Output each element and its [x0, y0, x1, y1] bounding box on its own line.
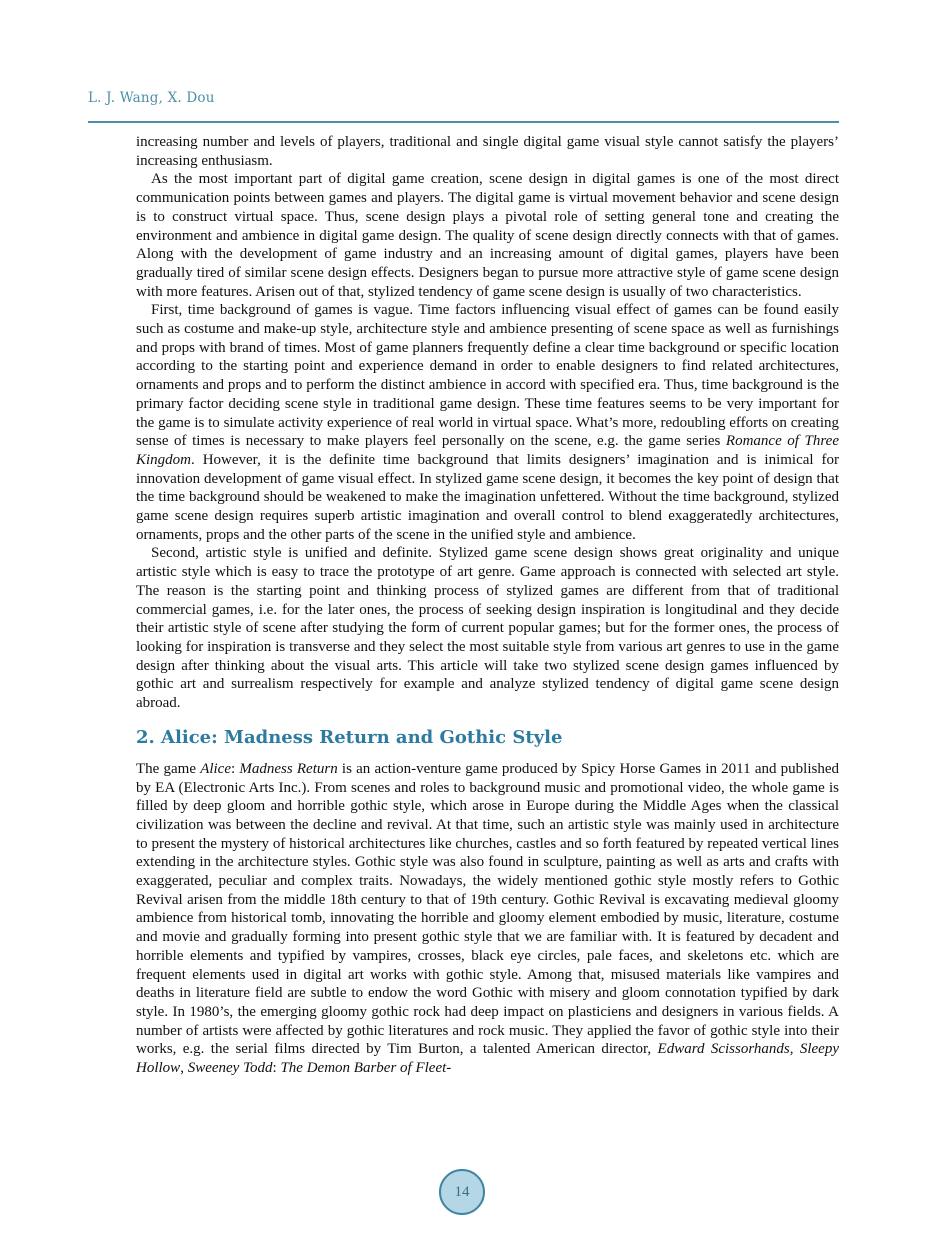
paragraph: Second, artistic style is unified and definite. Stylized game scene design shows great originality and unique artistic style which is easy to trace the prototype of art genre. Game approach is connected with selected art style. The reason is the starting point and thinking process of stylized games are different from that of traditional commercial games, i.e. for the later ones, the process of seeking design inspiration is longitudinal and they decide their artistic style of scene after studying the form of current popular games; but for the former ones, the process of looking for inspiration is transverse and they select the most suitable style from various art genres to use in the game design after thinking about the visual arts. This article will take two stylized scene design games influenced by gothic art and surrealism respectively for example and analyze stylized tendency of digital game scene design abroad. [136, 545, 839, 712]
paragraph: First, time background of games is vague. Time factors influencing visual effect of games can be found easily such as costume and make-up style, architecture style and ambience presenting of scene space as well as furnishings and props with brand of times. Most of game planners frequently define a clear time background or specific location according to the starting point and experience demand in order to enable designers to find related architectures, ornaments and props and to perform the distinct ambience in accord with specified era. Thus, time background is the primary factor deciding scene style in traditional game design. These time features seems to be very important for the game is to simulate activity experience of real world in virtual space. What’s more, redoubling efforts on creating sense of times is necessary to make players feel personally on the scene, e.g. the game series Romance of Three Kingdom. However, it is the definite time background that limits designers’ imagination and is inimical for innovation development of game visual effect. In stylized game scene design, it becomes the key point of design that the time background should be weakened to make the imagination unfettered. Without the time background, stylized game scene design requires superb artistic imagination and overall control to blend exaggeratedly architectures, ornaments, props and the other parts of the scene in the unified style and ambience. [136, 302, 839, 543]
page-number: 14 [454, 1183, 470, 1200]
running-head-authors: L. J. Wang, X. Dou [88, 90, 215, 106]
section-heading: 2. Alice: Madness Return and Gothic Style [136, 726, 563, 748]
paragraph: increasing number and levels of players, traditional and single digital game visual style cannot satisfy the players’ increasing enthusiasm. [136, 134, 839, 169]
paragraph: The game Alice: Madness Return is an action-venture game produced by Spicy Horse Games in 2011 and published by EA (Electronic Arts Inc.). From scenes and roles to background music and promotional video, the whole game is filled by deep gloom and horrible gothic style, which arose in Europe during the Middle Ages when the classical civilization was between the decline and revival. At that time, such an artistic style was mainly used in architecture to present the mystery of historical architectures like churches, castles and so forth featured by repeated vertical lines extending in the architecture styles. Gothic style was also found in sculpture, painting as well as arts and crafts with exaggerated, peculiar and complex traits. Nowadays, the widely mentioned gothic style mostly refers to Gothic Revival arisen from the middle 18th century to that of 19th century. Gothic Revival is excavating medieval gloomy ambience from historical tomb, innovating the horrible and gloomy element embodied by music, literature, costume and movie and gradually forming into present gothic style that we are familiar with. It is featured by decadent and horrible elements and typified by vampires, crosses, black eye circles, pale faces, and skeletons etc. which are frequent elements used in digital art works with gothic style. Among that, misused materials like vampires and deaths in literature field are subtle to endow the word Gothic with misery and gloom connotation typified by dark style. In 1980’s, the emerging gloomy gothic rock had deep impact on plasticiens and designers in various fields. A number of artists were affected by gothic literatures and rock music. They applied the favor of gothic style into their works, e.g. the serial films directed by Tim Burton, a talented American director, Edward Scissorhands, Sleepy Hollow, Sweeney Todd: The Demon Barber of Fleet- [136, 760, 839, 1077]
article-body [136, 133, 839, 1078]
header-rule [88, 121, 839, 123]
page-number-badge [439, 1169, 485, 1215]
paragraph: As the most important part of digital game creation, scene design in digital games is one of the most direct communication points between games and players. The digital game is virtual movement behavior and scene design is to construct virtual space. Thus, scene design plays a pivotal role of setting general tone and creating the environment and ambience in digital game design. The quality of scene design directly connects with that of games. Along with the development of game industry and an increasing amount of digital games, players have been gradually tired of similar scene design effects. Designers began to pursue more attractive style of game scene design with more features. Arisen out of that, stylized tendency of game scene design is usually of two characteristics. [136, 171, 839, 300]
